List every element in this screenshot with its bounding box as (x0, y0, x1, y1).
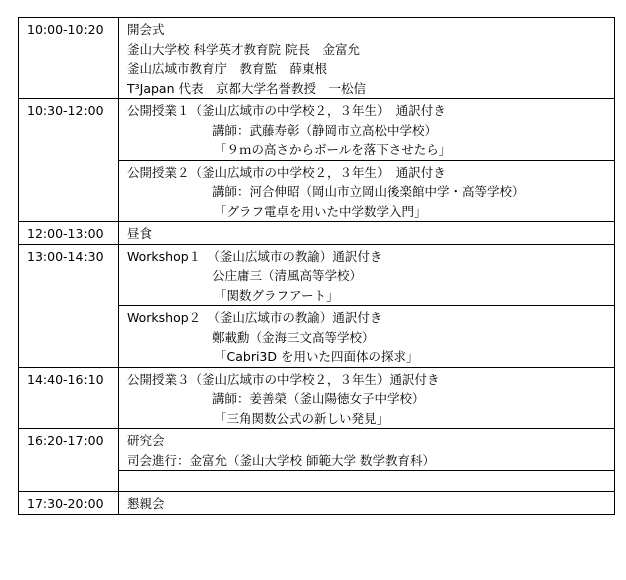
event-title: Workshop２ （釜山広域市の教諭）通訳付き (127, 310, 383, 325)
event-cell (119, 222, 615, 245)
event-cell (119, 160, 615, 222)
time-cell: 12:00-13:00 (19, 222, 119, 245)
time-cell: 13:00-14:30 (19, 244, 119, 367)
event-topic: 「グラフ電卓を用いた中学数学入門」 (214, 203, 427, 219)
time-cell: 10:00-10:20 (19, 18, 119, 99)
event-title: 公開授業３（釜山広域市の中学校２，３年生）通訳付き (127, 371, 440, 387)
time-cell: 14:40-16:10 (19, 367, 119, 429)
event-detail: 釜山広域市教育庁 教育監 薛東根 (127, 61, 328, 76)
event-title: 昼食 (127, 226, 153, 241)
table-row (19, 367, 615, 429)
table-row (19, 492, 615, 515)
event-detail: T³Japan 代表 京都大学名誉教授 一松信 (127, 80, 366, 96)
event-title: 懇親会 (127, 496, 165, 511)
table-row (19, 429, 615, 471)
time-cell: 17:30-20:00 (19, 492, 119, 515)
table-row (19, 18, 615, 99)
schedule-table (18, 17, 615, 515)
event-topic: 「三角関数公式の新しい発見」 (214, 410, 390, 426)
event-cell (119, 367, 615, 429)
table-row (19, 222, 615, 245)
table-row (19, 244, 615, 306)
event-title: 公開授業１（釜山広域市の中学校２，３年生） 通訳付き (127, 103, 446, 118)
event-topic: 「Cabri3D を用いた四面体の探求」 (214, 349, 419, 364)
event-topic: 「９ｍの高さからボールを落下させたら」 (214, 142, 452, 157)
event-lecturer: 講師：姜善榮（釜山陽徳女子中学校） (212, 391, 425, 406)
event-detail: 司会進行：金富允（釜山大学校 師範大学 数学教育科） (127, 452, 435, 468)
event-lecturer: 講師：河合伸昭（岡山市立岡山後楽館中学・高等学校） (212, 184, 525, 199)
event-title: 開会式 (127, 22, 165, 37)
event-title: Workshop１ （釜山広域市の教諭）通訳付き (127, 248, 383, 264)
event-cell (119, 99, 615, 161)
event-detail: 釜山大学校 科学英才教育院 院長 金富允 (127, 41, 360, 57)
event-cell-empty (119, 471, 615, 492)
event-cell (119, 429, 615, 471)
table-row (19, 99, 615, 161)
event-cell (119, 306, 615, 368)
event-lecturer: 公庄庸三（清風高等学校） (212, 268, 363, 283)
event-cell (119, 492, 615, 515)
event-cell (119, 18, 615, 99)
event-title: 研究会 (127, 433, 165, 448)
time-cell: 10:30-12:00 (19, 99, 119, 222)
event-lecturer: 講師：武藤寿彰（静岡市立高松中学校） (212, 122, 438, 138)
event-lecturer: 鄭載勳（金海三文高等学校） (212, 329, 375, 345)
event-title: 公開授業２（釜山広域市の中学校２，３年生） 通訳付き (127, 164, 446, 180)
event-cell (119, 244, 615, 306)
event-topic: 「関数グラフアート」 (214, 287, 339, 303)
time-cell: 16:20-17:00 (19, 429, 119, 492)
